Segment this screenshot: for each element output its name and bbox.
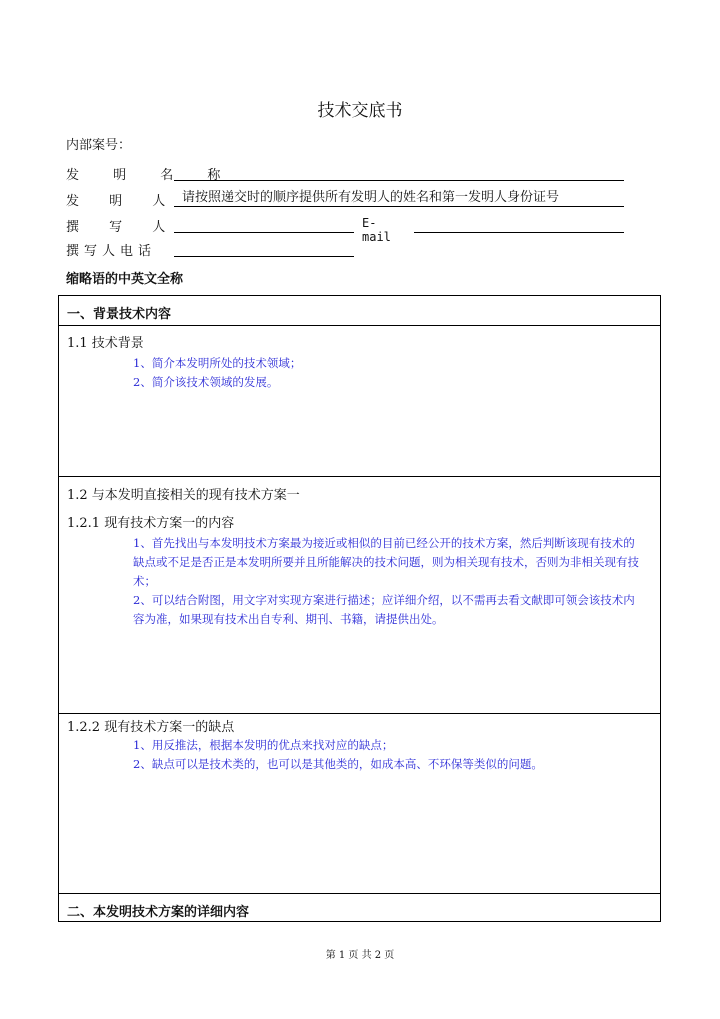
email-field[interactable] [414,214,624,233]
note-item: 1、简介本发明所处的技术领域； [133,356,302,370]
inventor-field[interactable] [174,188,624,207]
invention-name-field[interactable] [174,162,624,181]
divider [59,476,660,477]
writer-phone-field[interactable] [174,238,354,257]
content-table [58,295,661,922]
section-1-title: 一、背景技术内容 [67,307,172,322]
note-item: 1、首先找出与本发明技术方案最为接近或相似的目前已经公开的技术方案，然后判断该现有技术的缺点或不足是否正是本发明所要并且所能解决的技术问题，则为相关现有技术，否则为非相关现有技术； [133,536,639,588]
note-item: 2、简介该技术领域的发展。 [133,375,279,389]
writer-label: 撰 写 人 [66,220,166,235]
internal-case-number-label: 内部案号： [66,138,132,153]
document-title: 技术交底书 [317,101,403,121]
abbreviation-heading: 缩略语的中英文全称 [66,272,184,287]
divider [59,893,660,894]
section-2-title: 二、本发明技术方案的详细内容 [67,905,250,920]
section-1-2-1-title: 1.2.1 现有技术方案一的内容 [67,516,235,531]
section-1-2-title: 1.2 与本发明直接相关的现有技术方案一 [67,488,300,503]
section-1-2-2-notes [133,736,643,774]
divider [59,325,660,326]
section-1-2-1-notes [133,534,643,629]
note-item: 2、缺点可以是技术类的，也可以是其他类的，如成本高、不环保等类似的问题。 [133,757,543,771]
writer-phone-label: 撰写人电话 [66,244,157,259]
note-item: 1、用反推法，根据本发明的优点来找对应的缺点； [133,738,394,752]
writer-field[interactable] [174,214,354,233]
email-label: E-mail [362,216,391,244]
note-item: 2、可以结合附图，用文字对实现方案进行描述；应详细介绍，以不需再去看文献即可领会该技术内容为准，如果现有技术出自专利、期刊、书籍，请提供出处。 [133,593,635,626]
invention-name-label: 发 明 名 称 [66,168,236,183]
page-footer: 第 1 页 共 2 页 [325,950,395,961]
section-1-2-2-title: 1.2.2 现有技术方案一的缺点 [67,720,235,735]
inventor-label: 发 明 人 [66,194,166,209]
section-1-1-title: 1.1 技术背景 [67,336,144,351]
section-1-1-notes [133,354,643,392]
inventor-field-value: 请按照递交时的顺序提供所有发明人的姓名和第一发明人身份证号 [182,190,560,205]
divider [59,713,660,714]
